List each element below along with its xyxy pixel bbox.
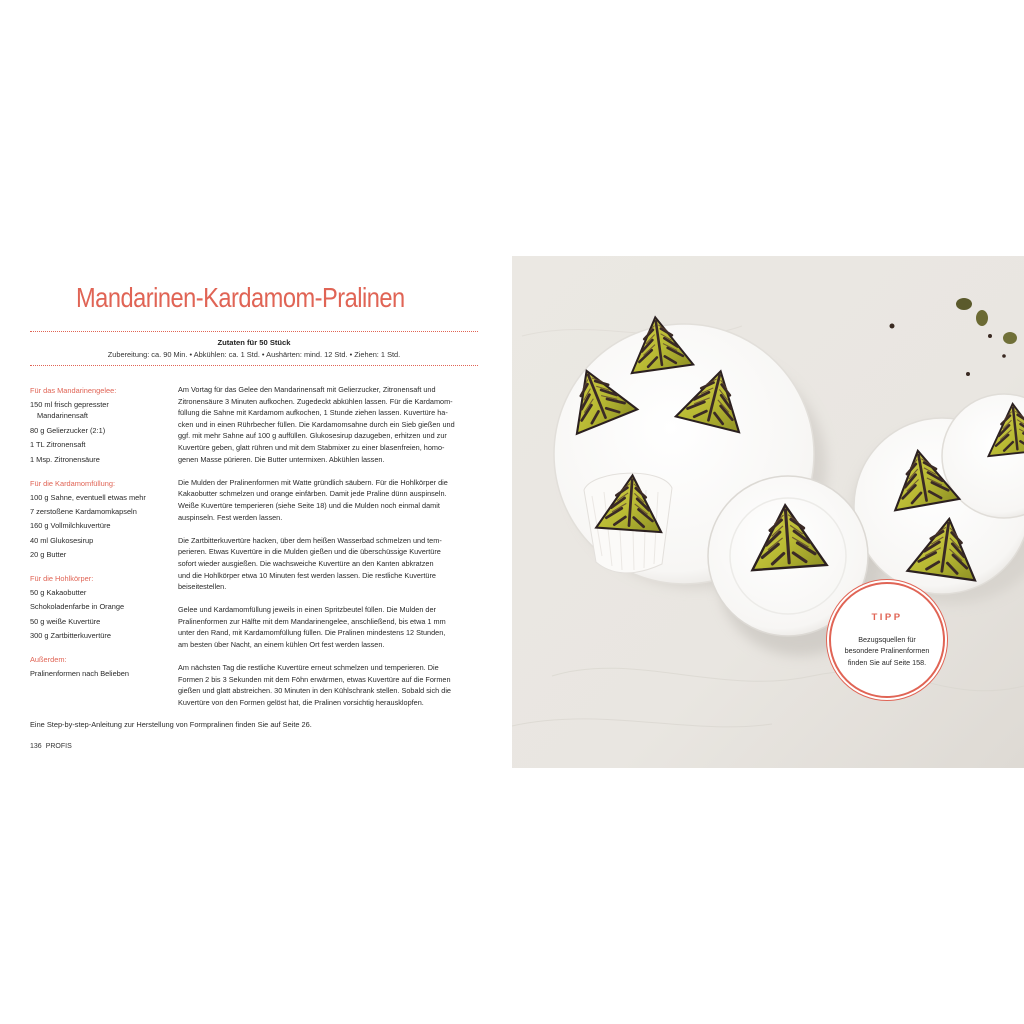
method-line: am besten über Nacht, an einem kühlen Ort fest werden lassen. xyxy=(178,640,385,650)
ingredient-item: Pralinenformen nach Belieben xyxy=(30,669,130,679)
method-step xyxy=(178,662,478,708)
ingredient-item: 160 g Vollmilchkuvertüre xyxy=(30,521,111,531)
ingredient-item: 1 TL Zitronensaft xyxy=(30,440,86,450)
method-line: unter den Rand, mit Kardamomfüllung füllen. Die Pralinen mindestens 12 Stunden, xyxy=(178,628,446,638)
dotted-divider-bottom xyxy=(30,365,478,366)
tip-line: Bezugsquellen für xyxy=(858,635,916,644)
pralines-photo xyxy=(512,256,1024,768)
method-line: Kakaobutter schmelzen und orange einfärben. Damit jede Praline dünn auspinseln. xyxy=(178,489,447,499)
method-line: beiseitestellen. xyxy=(178,582,227,592)
step-by-step-reference: Eine Step-by-step-Anleitung zur Herstellung von Formpralinen finden Sie auf Seite 26. xyxy=(30,720,312,729)
method-line: Die Zartbitterkuvertüre hacken, über dem heißen Wasserbad schmelzen und tem- xyxy=(178,535,442,545)
ingredient-item: Mandarinensaft xyxy=(37,411,88,421)
photo-page xyxy=(512,256,1024,768)
dotted-divider-top xyxy=(30,331,478,332)
method-line: Weiße Kuvertüre temperieren (siehe Seite 18) und die Mulden noch einmal damit xyxy=(178,500,440,510)
tip-heading: TIPP xyxy=(871,612,903,623)
method-line: Gelee und Kardamomfüllung jeweils in einen Spritzbeutel füllen. Die Mulden der xyxy=(178,605,436,615)
ingredient-group-heading: Für das Mandarinengelee: xyxy=(30,386,117,395)
ingredient-item: 7 zerstoßene Kardamomkapseln xyxy=(30,506,137,516)
tip-line: besondere Pralinenformen xyxy=(844,646,930,656)
method-line: Die Mulden der Pralinenformen mit Watte gründlich säubern. Für die Hohlkörper die xyxy=(178,477,448,487)
ingredient-item: 150 ml frisch gepresster xyxy=(30,400,109,409)
method-line: genen Masse pürieren. Die Butter untermixen. Abkühlen lassen. xyxy=(178,454,385,464)
method-line: perieren. Etwas Kuvertüre in die Mulden gießen und die überschüssige Kuvertüre xyxy=(178,547,441,557)
ingredient-group-extra xyxy=(30,653,170,681)
method-line: Kuvertüre von den Formen gelöst hat, die Pralinen vorsichtig herausklopfen. xyxy=(178,698,424,708)
tip-text xyxy=(831,634,943,668)
ingredient-group-heading: Für die Kardamomfüllung: xyxy=(30,478,116,488)
ingredient-group-heading: Außerdem: xyxy=(30,655,67,665)
ingredient-item: 50 g weiße Kuvertüre xyxy=(30,616,101,626)
method-line: Am Vortag für das Gelee den Mandarinensaft mit Gelierzucker, Zitronensaft und xyxy=(178,385,436,394)
method-line: Pralinenformen zur Hälfte mit dem Mandarinengelee, anschließend, bis etwa 1 mm xyxy=(178,616,446,626)
section-name: PROFIS xyxy=(45,743,72,750)
method-line: sofort wieder ausgießen. Die wachsweiche Kuvertüre an den Kanten abkratzen xyxy=(178,558,434,568)
page-number: 136 xyxy=(30,743,42,750)
ingredient-item: 20 g Butter xyxy=(30,550,67,560)
method-line: Am nächsten Tag die restliche Kuvertüre erneut schmelzen und temperieren. Die xyxy=(178,663,439,673)
ingredient-item: Schokoladenfarbe in Orange xyxy=(30,602,125,612)
method-steps xyxy=(178,384,478,720)
method-line: Formen 2 bis 3 Sekunden mit dem Föhn erwärmen, etwas Kuvertüre auf die Formen xyxy=(178,674,451,684)
tip-badge xyxy=(829,582,945,698)
ingredient-group-heading: Für die Hohlkörper: xyxy=(30,574,94,584)
method-line: und die Hohlkörper etwa 10 Minuten fest werden lassen. Die restliche Kuvertüre xyxy=(178,570,436,580)
page-footer xyxy=(30,743,72,750)
ingredient-group-gelee xyxy=(30,384,170,467)
recipe-page xyxy=(0,256,512,768)
ingredient-list xyxy=(30,384,170,691)
ingredient-item: 300 g Zartbitterkuvertüre xyxy=(30,631,111,641)
ingredient-item: 40 ml Glukosesirup xyxy=(30,535,94,545)
ingredient-item: 1 Msp. Zitronensäure xyxy=(30,454,100,464)
recipe-times: Zubereitung: ca. 90 Min. • Abkühlen: ca. 1 Std. • Aushärten: mind. 12 Std. • Ziehen: 1 Std. xyxy=(107,350,401,359)
method-line: Zitronensäure 3 Minuten aufkochen. Zugedeckt abkühlen lassen. Für die Kardamom- xyxy=(178,396,453,406)
ingredient-group-shells xyxy=(30,572,170,644)
method-line: auspinseln. Fest werden lassen. xyxy=(178,512,283,522)
method-step xyxy=(178,477,478,523)
recipe-yield: Zutaten für 50 Stück xyxy=(217,338,291,347)
method-step xyxy=(178,535,478,593)
ingredient-item: 50 g Kakaobutter xyxy=(30,588,87,598)
method-line: gießen und glatt abstreichen. 30 Minuten in den Kühlschrank stellen. Sobald sich die xyxy=(178,686,451,696)
method-line: Kuvertüre geben, glatt rühren und mit dem Stabmixer zu einer blasenfreien, homo- xyxy=(178,442,445,452)
tip-line: finden Sie auf Seite 158. xyxy=(847,657,927,667)
method-step xyxy=(178,604,478,650)
method-step xyxy=(178,384,478,465)
ingredient-group-filling xyxy=(30,477,170,563)
recipe-title: Mandarinen-Kardamom-Pralinen xyxy=(76,282,405,313)
ingredient-item: 80 g Gelierzucker (2:1) xyxy=(30,425,106,435)
book-spread xyxy=(0,256,1024,768)
ingredient-item: 100 g Sahne, eventuell etwas mehr xyxy=(30,492,146,502)
method-line: ggf. mit mehr Sahne auf 100 g auffüllen. Glukosesirup dazugeben, erhitzen und zur xyxy=(178,431,447,441)
method-line: füllung die Sahne mit Kardamom aufkochen, 1 Stunde ziehen lassen. Kuvertüre ha- xyxy=(178,408,448,418)
method-line: cken und in einen Rührbecher füllen. Die Kardamomsahne durch ein Sieb gießen und xyxy=(178,419,455,429)
